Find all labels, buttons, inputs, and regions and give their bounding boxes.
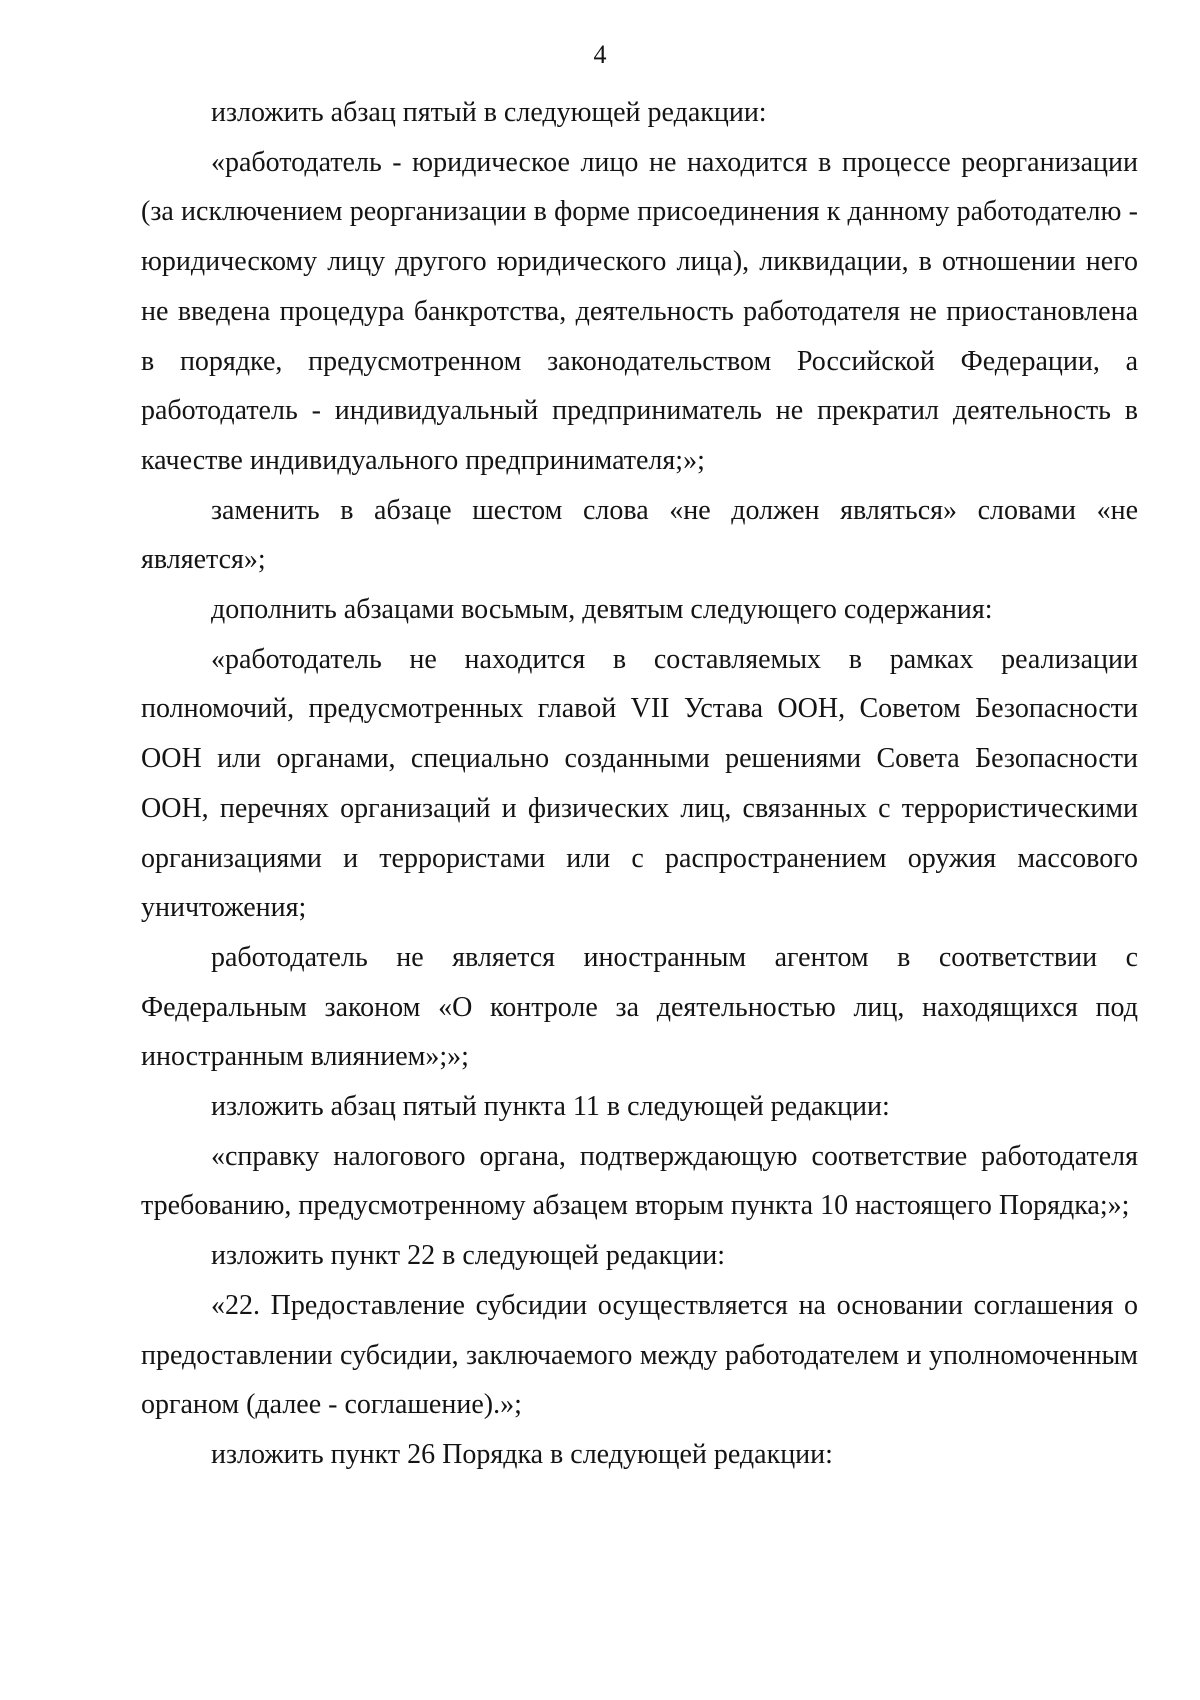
paragraph-clause-22-text: «22. Предоставление субсидии осуществляется на основании соглашения о предоставлении субсидии, заключаемого между работодателем и уполномоченным органом (далее - соглашение).»; xyxy=(141,1289,1138,1421)
paragraph-amend-clause-11: изложить абзац пятый пункта 11 в следующей редакции: xyxy=(211,1091,890,1123)
paragraph-replace-words: заменить в абзаце шестом слова «не должен являться» словами «не является»; xyxy=(141,494,1138,576)
paragraph-add-8-9: дополнить абзацами восьмым, девятым следующего содержания: xyxy=(211,594,993,626)
paragraph-amend-clause-22: изложить пункт 22 в следующей редакции: xyxy=(211,1240,725,1272)
paragraph-amend-clause-26: изложить пункт 26 Порядка в следующей редакции: xyxy=(211,1438,833,1470)
paragraph-tax-certificate: «справку налогового органа, подтверждающую соответствие работодателя требованию, предусмотренному абзацем вторым пункта 10 настоящего Порядка;»; xyxy=(141,1140,1138,1222)
paragraph-foreign-agent: работодатель не является иностранным агентом в соответствии с Федеральным законом «О контроле за деятельностью лиц, находящихся под иностранным влиянием»;»; xyxy=(141,941,1138,1073)
paragraph-employer-legal-entity: «работодатель - юридическое лицо не находится в процессе реорганизации (за исключением реорганизации в форме присоединения к данному работодателю - юридическому лицу другого юридического лица), ликвидации, в отношении него не введена процедура банкротства, деятельность работодателя не приостановлена в порядке, предусмотренном законодательством Российской Федерации, а работодатель - индивидуальный предприниматель не прекратил деятельность в качестве индивидуального предпринимателя;»; xyxy=(141,146,1138,476)
paragraph-un-sanctions: «работодатель не находится в составляемых в рамках реализации полномочий, предусмотренных главой VII Устава ООН, Советом Безопасности ООН или органами, специально созданными решениями Совета Безопасности ООН, перечнях организаций и физических лиц, связанных с террористическими организациями и террористами или с распространением оружия массового уничтожения; xyxy=(141,643,1138,924)
page-number: 4 xyxy=(593,40,607,69)
document-body xyxy=(141,88,1138,1480)
paragraph-amend-para-5: изложить абзац пятый в следующей редакции: xyxy=(211,97,767,128)
